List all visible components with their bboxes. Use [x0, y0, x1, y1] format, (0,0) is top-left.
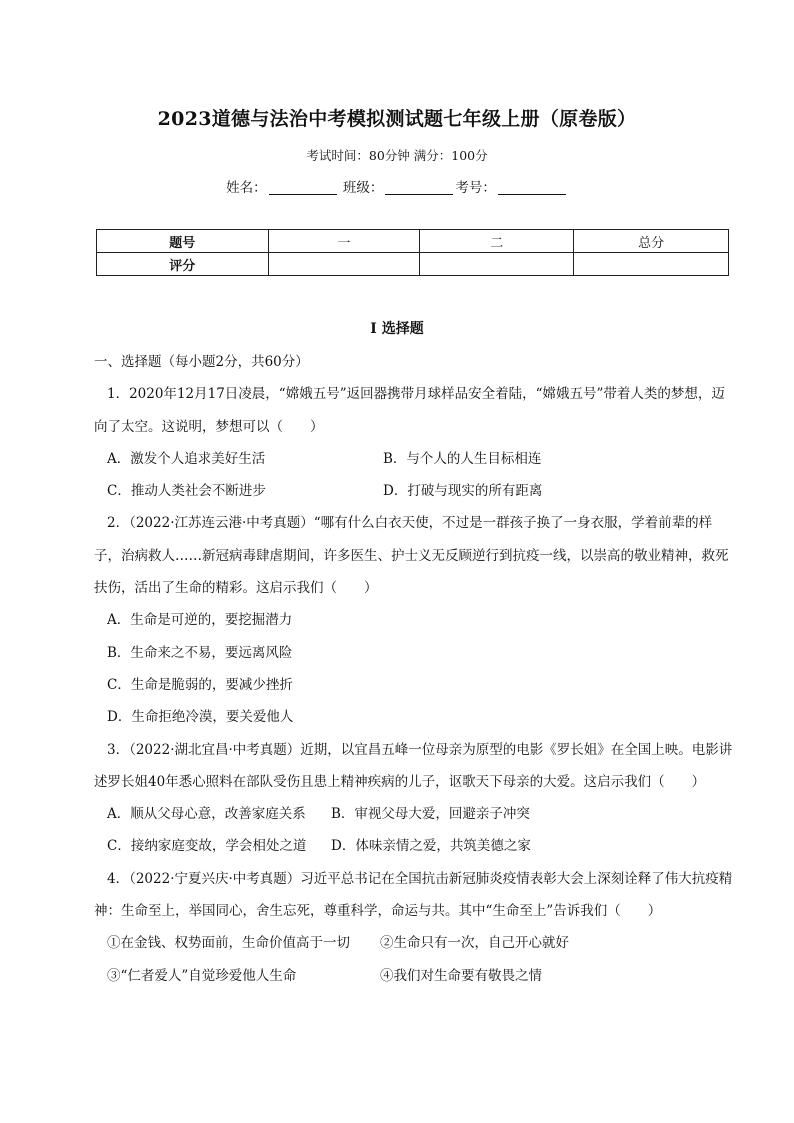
class-blank[interactable] — [385, 180, 453, 195]
exam-no-label: 考号： — [455, 180, 496, 196]
question-4-statements-row-2 — [94, 960, 734, 992]
question-content — [94, 346, 734, 992]
question-3-option-b[interactable]: B．审视父母大爱，回避亲子冲突 — [331, 806, 530, 823]
name-label: 姓名： — [226, 180, 267, 196]
question-1-options-row-2 — [94, 475, 734, 507]
question-1-option-a[interactable]: A．激发个人追求美好生活 — [107, 450, 266, 467]
question-3-stem: 3．（2022·湖北宜昌·中考真题）近期，以宜昌五峰一位母亲为原型的电影《罗长姐》在全国上映。电影讲述罗长姐40年悉心照料在部队受伤且患上精神疾病的儿子，讴歌天下母亲的大爱。这启示我们（ ） — [94, 741, 733, 790]
question-1-option-d[interactable]: D．打破与现实的所有距离 — [383, 483, 543, 500]
question-4-statement-1: ①在金钱、权势面前，生命价值高于一切 — [107, 935, 350, 952]
question-4-stem: 4．（2022·宁夏兴庆·中考真题）习近平总书记在全国抗击新冠肺炎疫情表彰大会上深刻诠释了伟大抗疫精神：生命至上，举国同心，舍生忘死，尊重科学，命运与共。其中“生命至上”告诉我们（ ） — [94, 870, 733, 920]
question-4-statement-2: ②生命只有一次，自己开心就好 — [380, 935, 569, 952]
score-table-score-row — [97, 253, 729, 276]
question-2-option-b[interactable]: B．生命来之不易，要远离风险 — [107, 644, 293, 661]
question-number-label: 题号 — [97, 230, 269, 253]
question-3-options-row-1 — [94, 798, 734, 830]
question-3-option-c[interactable]: C．接纳家庭变故，学会相处之道 — [107, 838, 307, 855]
score-table — [96, 229, 729, 276]
class-label: 班级： — [342, 180, 384, 196]
question-4-statement-3: ③“仁者爱人”自觉珍爱他人生命 — [107, 967, 297, 984]
student-info-row — [0, 176, 794, 196]
question-2-stem: 2．（2022·江苏连云港·中考真题）“哪有什么白衣天使，不过是一群孩子换了一身衣服，学着前辈的样子，治病救人……新冠病毒肆虐期间，许多医生、护士义无反顾逆行到抗疫一线，以崇高的敬业精神，救死扶伤，活出了生命的精彩。这启示我们（ ） — [94, 515, 729, 597]
question-3-option-a[interactable]: A．顺从父母心意，改善家庭关系 — [107, 806, 306, 823]
question-2-option-c[interactable]: C．生命是脆弱的，要减少挫折 — [107, 676, 293, 693]
total-score-cell[interactable] — [574, 253, 729, 276]
question-1-stem: 1．2020年12月17日凌晨，“嫦娥五号”返回器携带月球样品安全着陆，“嫦娥五号”带着人类的梦想，迈向了太空。这说明，梦想可以（ ） — [94, 386, 725, 435]
question-1-options-row-1 — [94, 443, 734, 475]
exam-no-blank[interactable] — [498, 180, 566, 195]
part-title: 一、选择题（每小题2分，共60分） — [94, 354, 309, 370]
page-title: 2023道德与法治中考模拟测试题七年级上册（原卷版） — [157, 108, 637, 130]
question-1-option-b[interactable]: B．与个人的人生目标相连 — [383, 450, 542, 467]
question-4-statement-4: ④我们对生命要有敬畏之情 — [380, 967, 542, 984]
question-3-option-d[interactable]: D．体味亲情之爱，共筑美德之家 — [331, 838, 531, 855]
exam-time-info: 考试时间：80分钟 满分：100分 — [306, 148, 488, 163]
section-heading: I 选择题 — [370, 321, 424, 337]
question-3-options-row-2 — [94, 830, 734, 862]
question-4-statements-row-1 — [94, 927, 734, 959]
total-score-header: 总分 — [574, 230, 729, 253]
part-one-score-cell[interactable] — [268, 253, 420, 276]
part-two-score-cell[interactable] — [420, 253, 574, 276]
part-two-header: 二 — [420, 230, 574, 253]
question-1-option-c[interactable]: C．推动人类社会不断进步 — [107, 483, 266, 500]
name-blank[interactable] — [269, 180, 337, 195]
score-table-header-row — [97, 230, 729, 253]
question-2-option-a[interactable]: A．生命是可逆的，要挖掘潜力 — [107, 612, 293, 629]
question-2-option-d[interactable]: D．生命拒绝冷漠，要关爱他人 — [107, 709, 294, 726]
part-one-header: 一 — [268, 230, 420, 253]
score-label: 评分 — [97, 253, 269, 276]
